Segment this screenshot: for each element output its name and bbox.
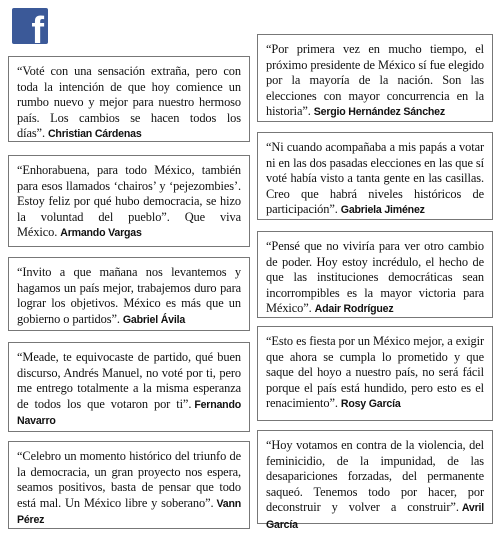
comment-text: “Por primera vez en mucho tiempo, el próximo presidente de México sí fue elegido por la mayoría de la nación. Son las elecciones con mayor concurrencia en la historia”. (266, 42, 484, 119)
comment-author: Avril García (266, 502, 484, 531)
comment-text: “Voté con una sensación extraña, pero con toda la intención de que hoy comience un rumbo nuevo y mejor para nuestro hermoso país. Los cambios se hacen todos los días”. (17, 64, 241, 141)
comment-card (8, 155, 250, 247)
comment-author: Sergio Hernández Sánchez (313, 106, 445, 119)
comment-author: Vann Pérez (17, 497, 241, 527)
comment-card (257, 326, 493, 421)
comment-author: Adair Rodríguez (314, 303, 394, 316)
comment-text: “Hoy votamos en contra de la violencia, del feminicidio, de la impunidad, de las desapariciones forzadas, del permanente saqueó. Tenemos todo por hacer, por deconstruir y volver a construir”. (266, 438, 484, 515)
facebook-logo-glyph: f (31, 10, 44, 44)
comment-text: “Pensé que no viviría para ver otro cambio de poder. Hoy estoy incrédulo, el hecho de que las instituciones democráticas sean incorrompibles es la mayor victoria para México”. (266, 239, 484, 316)
comment-author: Rosy García (340, 398, 401, 411)
comment-card (257, 231, 493, 318)
comment-author: Armando Vargas (60, 227, 142, 240)
comment-text: “Invito a que mañana nos levantemos y hagamos un país mejor, trabajemos duro para lograr los objetivos. México es más que un gobierno o partidos”. (17, 265, 241, 326)
comment-author: Fernando Navarro (17, 398, 241, 428)
comment-author: Christian Cárdenas (47, 128, 142, 141)
comment-author: Gabriel Ávila (122, 313, 186, 326)
comment-text: “Ni cuando acompañaba a mis papás a votar ni en las dos pasadas elecciones en las que sí voté había visto a tanta gente en las casillas. Creo que habrá niveles históricos de participación”. (266, 140, 484, 217)
comment-text: “Celebro un momento histórico del triunfo de la democracia, un gran proyecto nos espera, seamos positivos, basta de pensar que todo está mal. Un México libre y soberano”. (17, 449, 241, 510)
comment-card (8, 257, 250, 331)
comment-author: Gabriela Jiménez (340, 204, 425, 217)
comment-card (257, 132, 493, 220)
facebook-icon (12, 8, 48, 44)
comment-card (8, 342, 250, 432)
comment-text: “Enhorabuena, para todo México, también para esos llamados ‘chairos’ y ‘pejezombies’. Estoy feliz por qué hubo democracia, se hizo la voluntad del pueblo”. Que viva México. (17, 163, 241, 240)
comment-card (8, 441, 250, 529)
comment-text: “Meade, te equivocaste de partido, qué buen discurso, Andrés Manuel, no voté por ti, pero me entrego totalmente a la misma esperanza de todos los que votaron por ti”. (17, 350, 241, 411)
comment-card (257, 430, 493, 531)
comment-text: “Esto es fiesta por un México mejor, a exigir que ahora se cumpla lo prometido y que saque del hoyo a nuestro país, no será fácil porque el país está hundido, pero esto es el renacimiento”. (266, 334, 484, 411)
comment-card (257, 34, 493, 122)
comment-card (8, 56, 250, 142)
